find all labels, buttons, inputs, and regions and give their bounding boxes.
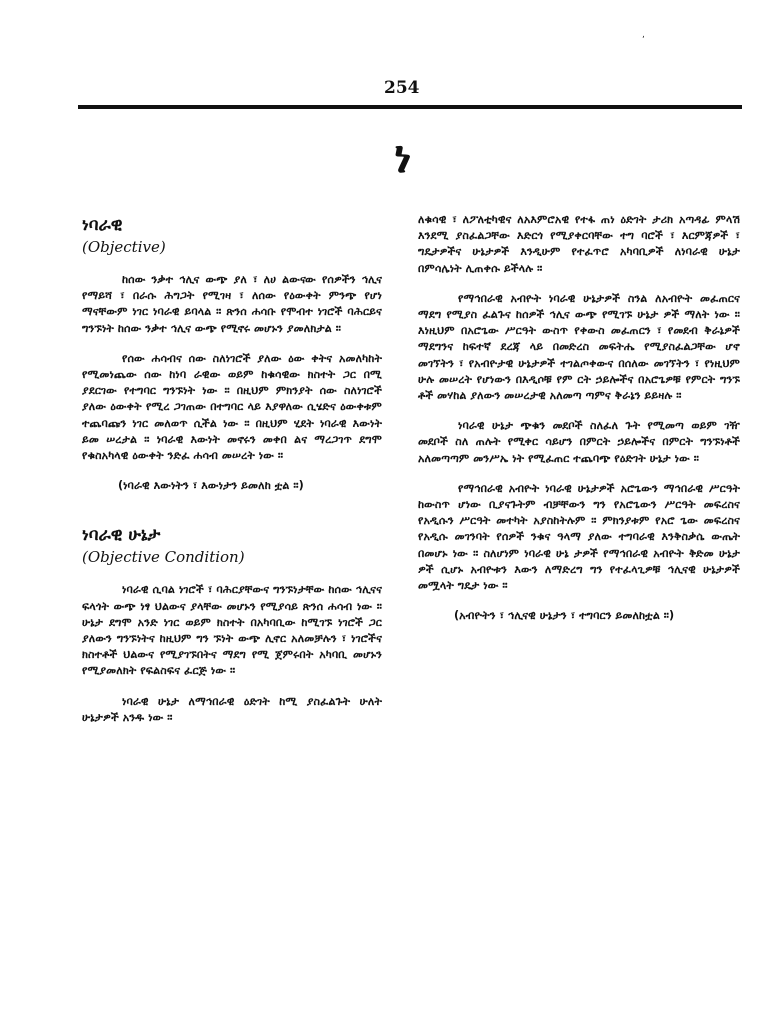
cross-reference-note: (ነባራዊ እውነትን ፣ እውነታን ይመለከ ቷል ።) bbox=[118, 479, 304, 493]
left-column bbox=[82, 214, 382, 740]
stray-mark: , bbox=[642, 30, 645, 40]
entry-paragraph: ነባራዊ ሁኔታ ጭቁን መደቦች ስለፈለ ጉት የሚመጣ ወይም ገዥ መደቦች ስለ ጠሉት የሚቀር ሳይሆን በምርት ኃይሎችና በምርት ግንኙነቶች አለመጣጣም መንሥኤ ነት የሚፈጠር ተጨባጭ የዕድገት ሁኔታ ነው ። bbox=[418, 419, 740, 465]
entry-subheading-objective-condition: (Objective Condition) bbox=[82, 548, 245, 567]
section-letter: ነ bbox=[394, 132, 412, 183]
entry-heading-objective: ነባራዊ bbox=[82, 215, 123, 235]
cross-reference-note: (አብዮትን ፣ ኅሊናዊ ሁኔታን ፣ ተግባርን ይመለከቷል ።) bbox=[454, 609, 675, 623]
entry-subheading-objective: (Objective) bbox=[82, 238, 166, 256]
page-number: 254 bbox=[384, 78, 420, 98]
continued-paragraph: ለቁሳዊ ፣ ለፖለቲካዊና ለአእምሮአዊ የተፋ ጠነ ዕድገት ታሪክ አጣዳፊ ምላሽ እንደሚ ያስፈልጋቸው እድርጎ የሚያቀርባቸው ተግ ባሮች ፣ እርምጃዎች ፣ ግዴታዎችና ሁኔታዎች እንዲሁም የተፈጥሮ አካባቢዎች ለነባራዊ ሁኔታ በምሳሌነት ሊጠቀሱ ይችላሉ ። bbox=[418, 213, 740, 275]
entry-heading-objective-condition: ነባራዊ ሁኔታ bbox=[82, 525, 161, 546]
entry-spacer bbox=[82, 494, 382, 524]
header-rule bbox=[78, 105, 742, 109]
entry-paragraph: የማኅበራዊ አብዮት ነባራዊ ሁኔታዎች ስንል ለአብዮት መፈጠርና ማደግ የሚያስ ፈልጉና ከሰዎች ኅሊና ውጭ የሚገኙ ሁኔታ ዎች ማለት ነው ። እነዚህም በአሮጌው ሥርዓት ውስጥ የቀውስ መፈጠርን ፣ የመደብ ቅራኔዎች ማደግንና ከፍተኛ ደረጃ ላይ በመድረስ መፍትሔ የሚያስፈልጋቸው ሆኖ መገኘትን ፣ የአብዮታዊ ሁኔታዎች ተገልጦቀውና በሰለው መገኘትን ፣ የነዚህም ሁሉ መሠረት የሆነውን በእዲሶቹ የም ርት ኃይሎችና በአሮጌዎቹ የምርት ግንኙ ቶች መሃከል ያለውን መሠረታዊ አለመጣ ጣምና ቅራኔን ይይዛሉ ። bbox=[418, 291, 740, 403]
right-column bbox=[418, 212, 740, 624]
entry-paragraph: ከሰው ንቃተ ኅሊና ውጭ ያለ ፣ ለሀ ልውናው የሰዎችን ኅሊና የማይሻ ፣ በራሱ ሕግጋት የሚገዛ ፣ ለሰው የዕውቀት ምንጭ የሆነ ማናቸውም ነገር ነባራዊ ይባላል ። ጽንሰ ሐሳቡ የሞብተ ነገሮች ባሕርይና ግንኙነት ከሰው ንቃተ ኅሊና ውጭ የሚኖሩ መሆኑን ያመለክታል ። bbox=[82, 273, 382, 335]
entry-paragraph: ነባራዊ ሲባል ነገሮች ፣ ባሕርያቸውና ግንኙነታቸው ከሰው ኅሊናና ፍላጎት ውጭ ነፃ ህልውና ያላቸው መሆኑን የሚያሳይ ጽንሰ ሐሳብ ነው ። ሁኔታ ደግሞ አንድ ነገር ወይም ክስተት በአካባቢው ከሚገኙ ነገሮች ጋር ያለውን ግንኙነትና ከዚህም ግን ኙነት ውጭ ሊኖር አለመቻሉን ፣ ነገሮችና ክስተቶች ህልውና የሚያገኙበትና ማደግ የሚ ጀምሩበት አካባቢ መሆኑን የሚያመለክት የፍልስፍና ፈርጅ ነው ። bbox=[82, 583, 382, 678]
entry-paragraph: የማኅበራዊ አብዮት ነባራዊ ሁኔታዎች አሮጌውን ማኅበራዊ ሥርዓት ከውስጥ ሆነው ቢያናጉትም ብቻቸውን ግን የአሮጌውን ሥርዓት መፍረስና የአዲሱን ሥርዓት መተካት አያስከትሉም ። ምክንያቱም የአሮ ጌው መፍረስና የአዲሱ መገንባት የሰዎች ንቁና ዓላማ ያለው ተግባራዊ እንቅስቃሴ ውጤት በመሆኑ ነው ። ስለሆነም ነባራዊ ሁኔ ታዎች የማኅበራዊ አብዮት ቅድመ ሁኔታ ዎች ሲሆኑ አብዮቱን እውን ለማድረግ ግን የተፈላጊዎቹ ኅሊናዊ ሁኔታዎች መሟላት ግዴታ ነው ። bbox=[418, 481, 740, 593]
entry-paragraph: የሰው ሐሳብና ሰው ስለነገሮች ያለው ዕው ቀትና አመለካከት የሚመነጨው ሰው ከነባ ራዊው ወይም ከቁሳዊው ክስተት ጋር በሚ ያደርገው የተግባር ግንኙነት ነው ። በዚህም ምክንያት ሰው ስለነገሮች ያለው ዕውቀት የሚረ ጋገጠው በተግባር ላይ እያዋለው ሲሄድና ዕውቀቱም ተጨባጩን ነገር መለወጥ ሲችል ነው ። በዚህም ሂደት ነባራዊ እውነት ይመ ሠረታል ። ነባራዊ እውነት መኖሩን መቀበ ልና ማረጋገጥ ደግሞ የቁስአካላዊ ዕውቀት ንድፈ ሐሳብ መሠረት ነው ። bbox=[82, 351, 382, 463]
entry-paragraph: ነባራዊ ሁኔታ ለማኅበራዊ ዕድገት ከሚ ያስፈልጉት ሁለት ሁኔታዎች አንዱ ነው ። bbox=[82, 694, 382, 724]
